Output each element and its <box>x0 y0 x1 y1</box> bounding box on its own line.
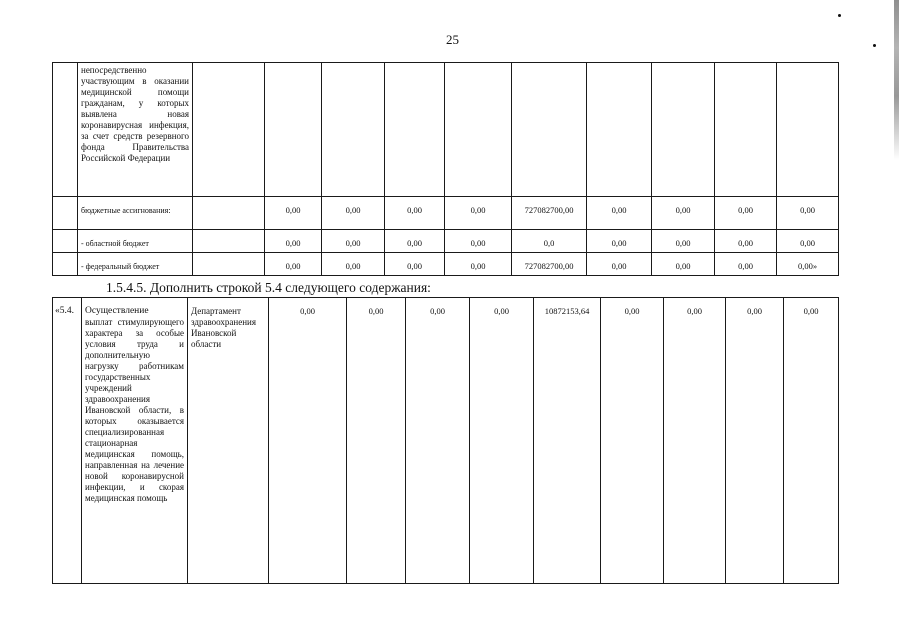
value-cell: 0,00 <box>322 253 385 276</box>
value-cell: 0,0 <box>512 230 587 253</box>
page-number: 25 <box>446 32 459 47</box>
budget-table-continuation <box>52 62 839 276</box>
table-row <box>53 230 839 253</box>
value-cell: 0,00 <box>652 253 715 276</box>
row-label: - областной бюджет <box>78 230 193 253</box>
value-cell: 727082700,00 <box>512 253 587 276</box>
scan-speck <box>838 14 841 17</box>
table-row <box>53 253 839 276</box>
value-cell: 0,00 <box>601 298 664 584</box>
value-cell: 0,00 <box>445 197 512 230</box>
table-row <box>53 298 839 584</box>
scan-speck <box>873 44 876 47</box>
value-cell: 0,00 <box>385 230 445 253</box>
budget-table-new-row <box>52 297 839 584</box>
activity-title-lead: Осуществление <box>85 306 149 316</box>
value-cell: 0,00 <box>715 197 777 230</box>
value-cell: 0,00 <box>587 197 652 230</box>
value-cell: 0,00 <box>385 197 445 230</box>
executor-cell <box>193 63 265 197</box>
table-row <box>53 197 839 230</box>
value-cell: 0,00 <box>470 298 534 584</box>
value-cell: 0,00 <box>445 230 512 253</box>
row-label: - федеральный бюджет <box>78 253 193 276</box>
value-cell: 10872153,64 <box>534 298 601 584</box>
value-cell: 0,00 <box>269 298 347 584</box>
value-cell: 0,00 <box>445 253 512 276</box>
value-cell: 0,00 <box>322 230 385 253</box>
value-cell: 0,00 <box>715 253 777 276</box>
value-cell: 0,00 <box>406 298 470 584</box>
row-label: бюджетные ассигнования: <box>78 197 193 230</box>
value-cell: 0,00 <box>652 230 715 253</box>
activity-description: непосредственно участвующим в оказании медицинской помощи гражданам, у которых выявлена новая коронавирусная инфекция, за счет средств резервного фонда Правительства Российской Федерации <box>78 63 193 197</box>
value-cell: 0,00» <box>777 253 839 276</box>
value-cell: 0,00 <box>265 197 322 230</box>
value-cell: 0,00 <box>715 230 777 253</box>
amendment-instruction: 1.5.4.5. Дополнить строкой 5.4 следующего содержания: <box>106 280 431 295</box>
scan-edge-artifact <box>894 0 899 160</box>
value-cell: 0,00 <box>587 253 652 276</box>
value-cell: 0,00 <box>265 230 322 253</box>
activity-description-text: выплат стимулирующего характера за особые условия труда и дополнительную нагрузку работникам государственных учреждений здравоохранения Ивановской области, в которых оказывается специализированная стационарная медицинская помощь, направленная на лечение новой коронавирусной инфекции, и скорая медицинская помощь <box>85 317 184 503</box>
value-cell: 0,00 <box>664 298 726 584</box>
value-cell: 0,00 <box>726 298 784 584</box>
value-cell: 0,00 <box>265 253 322 276</box>
activity-description <box>82 298 188 584</box>
value-cell: 0,00 <box>784 298 839 584</box>
value-cell: 0,00 <box>385 253 445 276</box>
value-cell: 0,00 <box>652 197 715 230</box>
value-cell: 727082700,00 <box>512 197 587 230</box>
table-row <box>53 63 839 197</box>
value-cell: 0,00 <box>777 197 839 230</box>
value-cell: 0,00 <box>322 197 385 230</box>
value-cell: 0,00 <box>347 298 406 584</box>
row-number: «5.4. <box>53 298 82 584</box>
value-cell: 0,00 <box>777 230 839 253</box>
value-cell: 0,00 <box>587 230 652 253</box>
executor-cell: Департамент здравоохранения Ивановской области <box>188 298 269 584</box>
row-number-cell <box>53 63 78 197</box>
